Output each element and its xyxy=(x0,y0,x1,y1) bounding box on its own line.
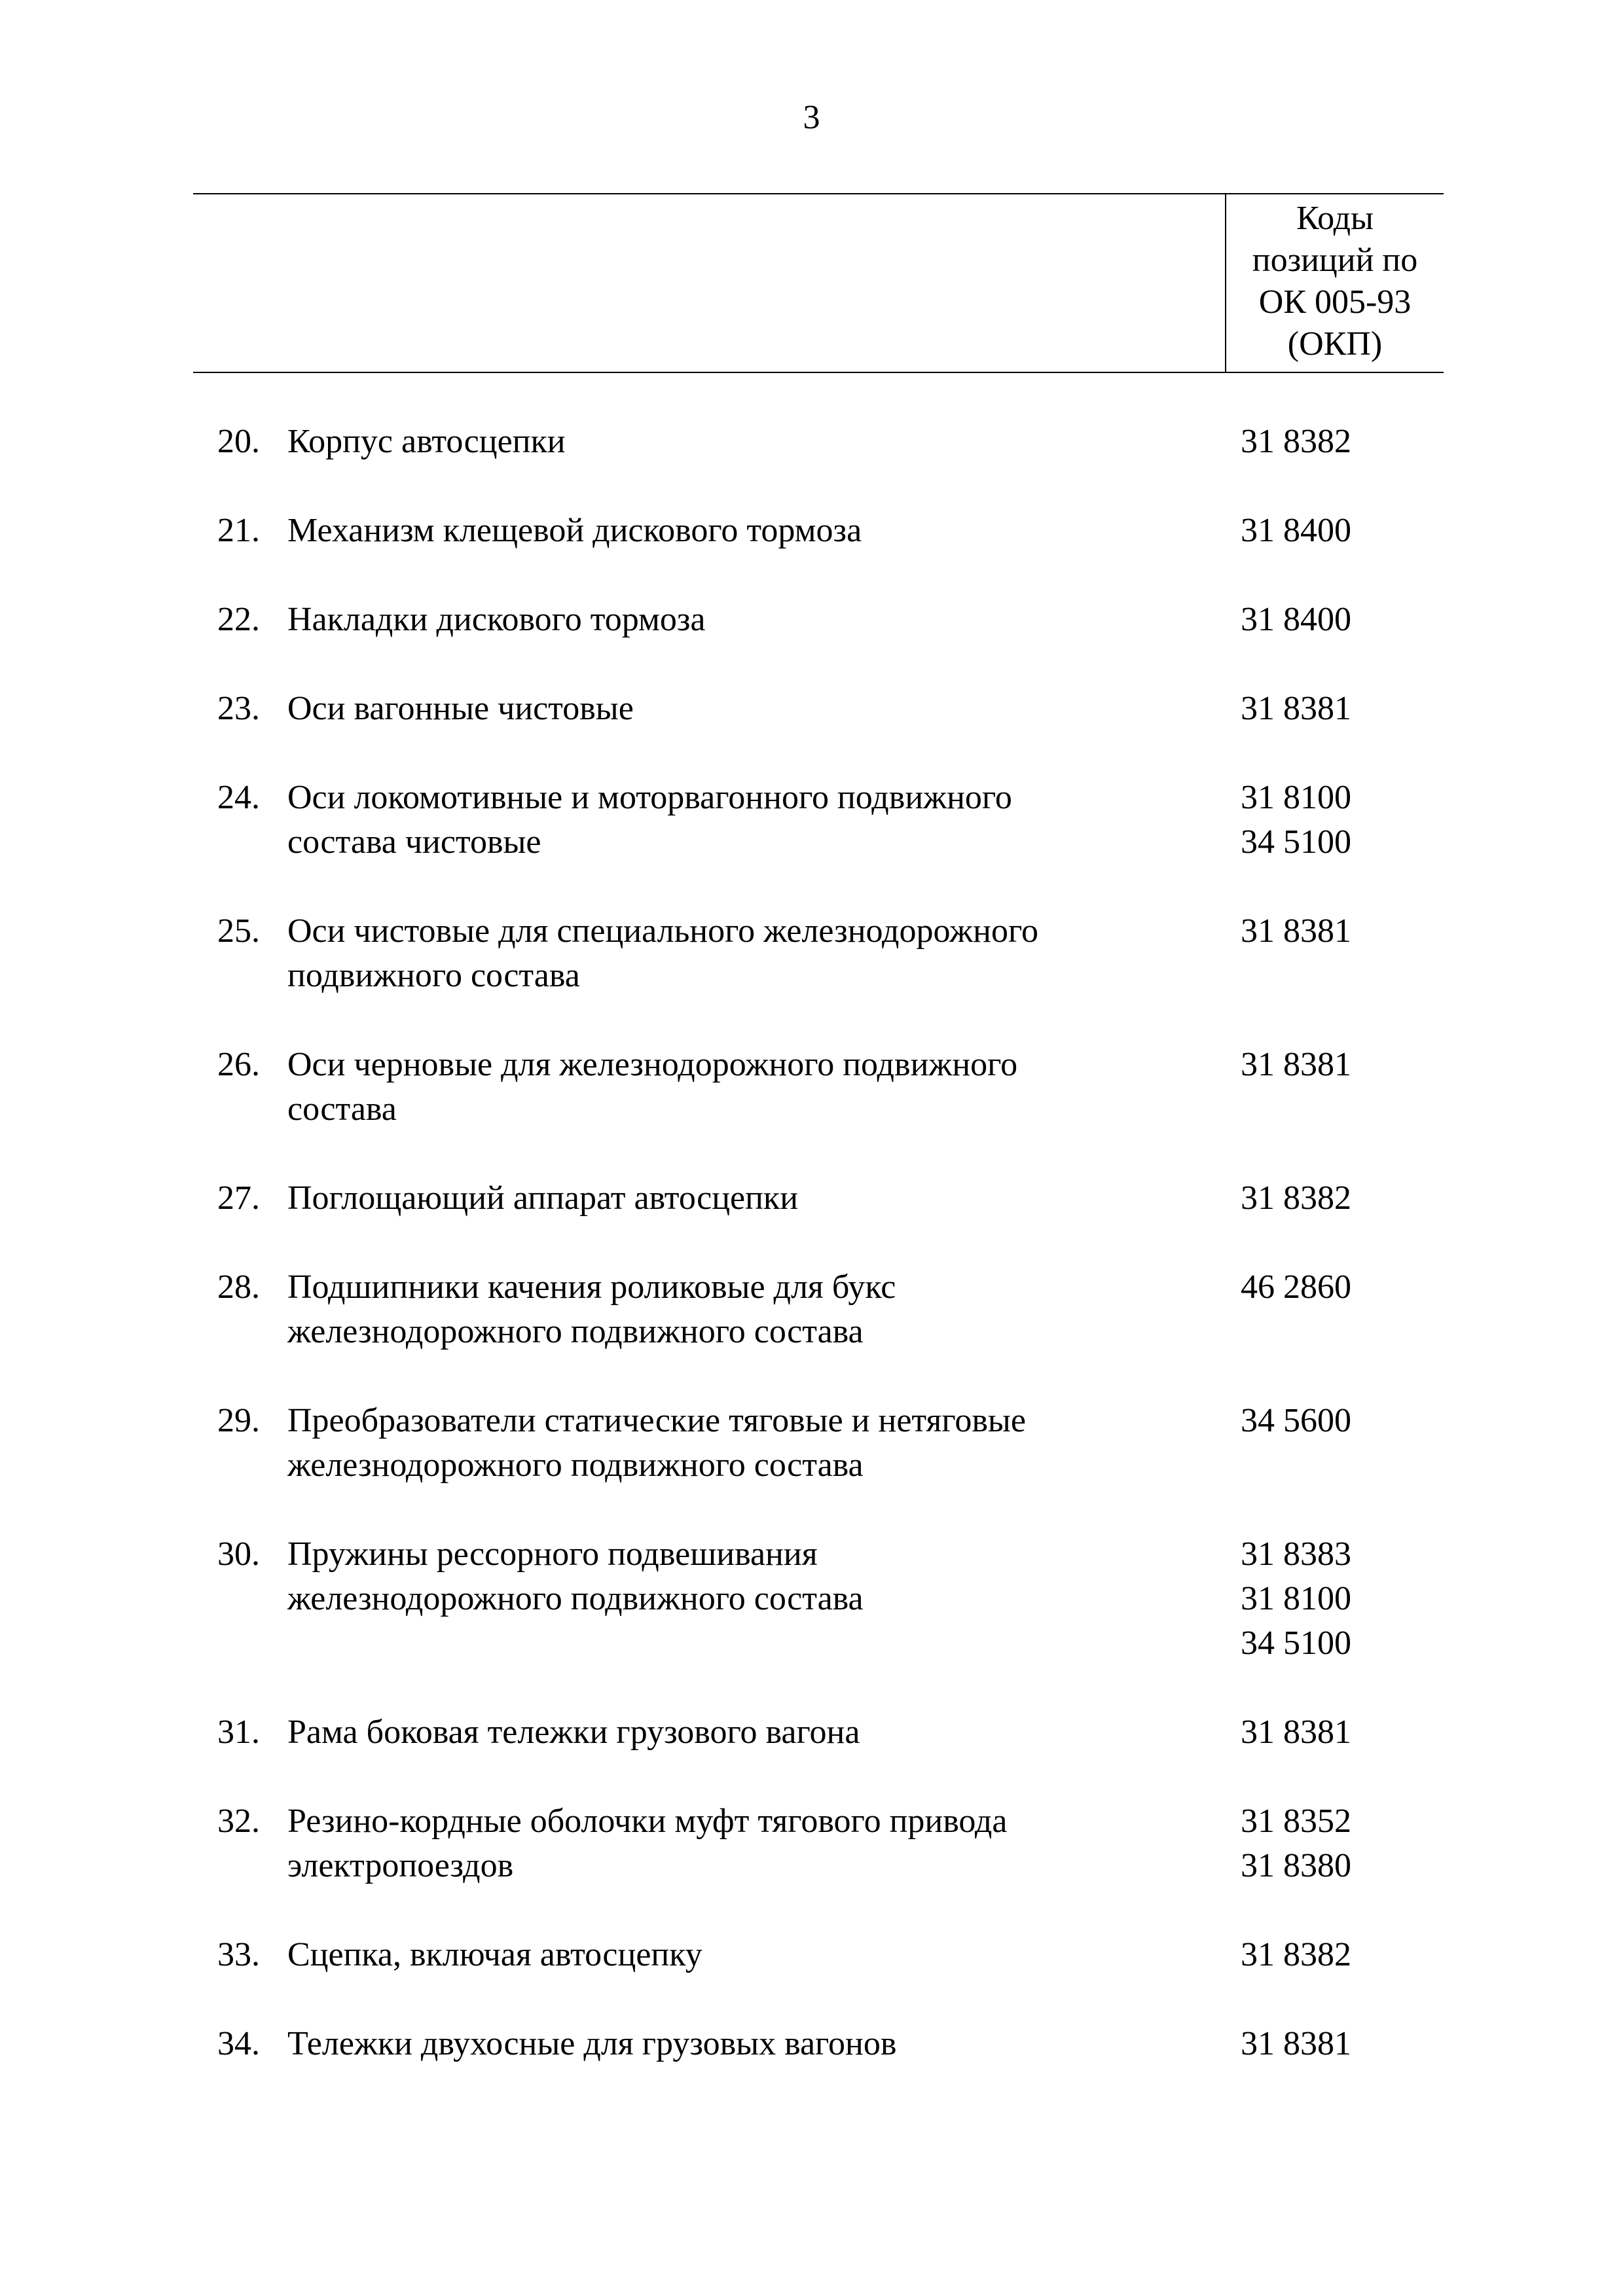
item-number: 23. xyxy=(217,690,260,727)
item-codes xyxy=(1241,776,1424,865)
item-number: 30. xyxy=(217,1535,260,1573)
item-codes xyxy=(1241,509,1424,553)
item-name-line: Тележки двухосные для грузовых вагонов xyxy=(287,2025,897,2062)
item-name-line: железнодорожного подвижного состава xyxy=(287,1313,864,1350)
list-item xyxy=(0,509,1623,553)
table-header-bottom-rule xyxy=(193,372,1444,373)
item-number: 33. xyxy=(217,1936,260,1973)
item-code: 31 8100 xyxy=(1241,779,1351,816)
item-name xyxy=(287,1933,1165,1977)
list-item xyxy=(0,1933,1623,1977)
code-column-header-line: позиций по xyxy=(1252,242,1418,279)
item-name xyxy=(287,1799,1165,1888)
list-item xyxy=(0,1799,1623,1888)
item-name xyxy=(287,687,1165,731)
item-code: 31 8381 xyxy=(1241,1713,1351,1751)
item-code: 31 8381 xyxy=(1241,912,1351,950)
table-header-top-rule xyxy=(193,193,1444,194)
item-name-line: Оси локомотивные и моторвагонного подвижного xyxy=(287,779,1012,816)
list-item xyxy=(0,776,1623,865)
item-number: 21. xyxy=(217,512,260,549)
item-code: 31 8381 xyxy=(1241,690,1351,727)
list-item xyxy=(0,1710,1623,1755)
item-name-line: Поглощающий аппарат автосцепки xyxy=(287,1179,799,1217)
list-item xyxy=(0,909,1623,998)
code-column-header-line: ОК 005-93 xyxy=(1258,283,1412,321)
code-column-header-line: (ОКП) xyxy=(1287,325,1383,363)
item-codes xyxy=(1241,1176,1424,1221)
item-codes xyxy=(1241,687,1424,731)
list-item xyxy=(0,687,1623,731)
item-code: 31 8380 xyxy=(1241,1847,1351,1884)
item-code: 34 5100 xyxy=(1241,1624,1351,1662)
item-code: 31 8382 xyxy=(1241,1936,1351,1973)
item-codes xyxy=(1241,1043,1424,1087)
item-number: 20. xyxy=(217,423,260,460)
item-number: 28. xyxy=(217,1268,260,1306)
item-name xyxy=(287,909,1165,998)
item-codes xyxy=(1241,1710,1424,1755)
code-column-header xyxy=(1226,198,1444,365)
item-number: 32. xyxy=(217,1803,260,1840)
item-name-line: Преобразователи статические тяговые и нетяговые xyxy=(287,1402,1026,1439)
list-item xyxy=(0,420,1623,464)
item-codes xyxy=(1241,2022,1424,2066)
item-name xyxy=(287,509,1165,553)
item-number: 24. xyxy=(217,779,260,816)
item-codes xyxy=(1241,1933,1424,1977)
item-codes xyxy=(1241,1265,1424,1310)
item-code: 31 8352 xyxy=(1241,1803,1351,1840)
product-list xyxy=(0,420,1623,2066)
item-name-line: Механизм клещевой дискового тормоза xyxy=(287,512,862,549)
item-name xyxy=(287,1532,1165,1621)
item-name-line: Оси черновые для железнодорожного подвижного xyxy=(287,1046,1018,1083)
item-code: 31 8381 xyxy=(1241,1046,1351,1083)
item-name-line: Подшипники качения роликовые для букс xyxy=(287,1268,896,1306)
item-code: 31 8383 xyxy=(1241,1535,1351,1573)
item-name-line: Корпус автосцепки xyxy=(287,423,566,460)
item-codes xyxy=(1241,1799,1424,1888)
item-code: 31 8382 xyxy=(1241,1179,1351,1217)
item-name-line: Накладки дискового тормоза xyxy=(287,601,706,638)
item-codes xyxy=(1241,1532,1424,1666)
item-name xyxy=(287,1710,1165,1755)
item-name-line: Резино-кордные оболочки муфт тягового привода xyxy=(287,1803,1008,1840)
item-name-line: железнодорожного подвижного состава xyxy=(287,1446,864,1484)
item-name xyxy=(287,1265,1165,1354)
item-name xyxy=(287,2022,1165,2066)
list-item xyxy=(0,1176,1623,1221)
item-number: 29. xyxy=(217,1402,260,1439)
item-number: 31. xyxy=(217,1713,260,1751)
item-name-line: Пружины рессорного подвешивания xyxy=(287,1535,818,1573)
item-name xyxy=(287,598,1165,642)
item-code: 31 8381 xyxy=(1241,2025,1351,2062)
item-number: 26. xyxy=(217,1046,260,1083)
item-number: 34. xyxy=(217,2025,260,2062)
item-code: 34 5600 xyxy=(1241,1402,1351,1439)
item-name-line: состава xyxy=(287,1090,397,1128)
item-code: 31 8382 xyxy=(1241,423,1351,460)
list-item xyxy=(0,2022,1623,2066)
item-name-line: электропоездов xyxy=(287,1847,514,1884)
item-codes xyxy=(1241,420,1424,464)
list-item xyxy=(0,1043,1623,1132)
item-code: 31 8400 xyxy=(1241,601,1351,638)
item-name-line: подвижного состава xyxy=(287,957,580,994)
list-item xyxy=(0,1532,1623,1666)
item-name-line: состава чистовые xyxy=(287,823,541,861)
item-codes xyxy=(1241,909,1424,954)
item-name-line: Оси вагонные чистовые xyxy=(287,690,634,727)
item-name xyxy=(287,1176,1165,1221)
item-codes xyxy=(1241,1399,1424,1443)
item-name-line: Рама боковая тележки грузового вагона xyxy=(287,1713,860,1751)
item-code: 31 8400 xyxy=(1241,512,1351,549)
item-name-line: Сцепка, включая автосцепку xyxy=(287,1936,702,1973)
item-name-line: Оси чистовые для специального железнодорожного xyxy=(287,912,1038,950)
item-codes xyxy=(1241,598,1424,642)
item-number: 27. xyxy=(217,1179,260,1217)
item-name xyxy=(287,776,1165,865)
item-name xyxy=(287,1399,1165,1488)
list-item xyxy=(0,1265,1623,1354)
item-number: 25. xyxy=(217,912,260,950)
item-number: 22. xyxy=(217,601,260,638)
code-column-header-line: Коды xyxy=(1296,200,1374,237)
page-number: 3 xyxy=(803,99,820,136)
item-code: 34 5100 xyxy=(1241,823,1351,861)
list-item xyxy=(0,598,1623,642)
item-name xyxy=(287,420,1165,464)
item-code: 31 8100 xyxy=(1241,1580,1351,1617)
item-code: 46 2860 xyxy=(1241,1268,1351,1306)
item-name-line: железнодорожного подвижного состава xyxy=(287,1580,864,1617)
item-name xyxy=(287,1043,1165,1132)
list-item xyxy=(0,1399,1623,1488)
